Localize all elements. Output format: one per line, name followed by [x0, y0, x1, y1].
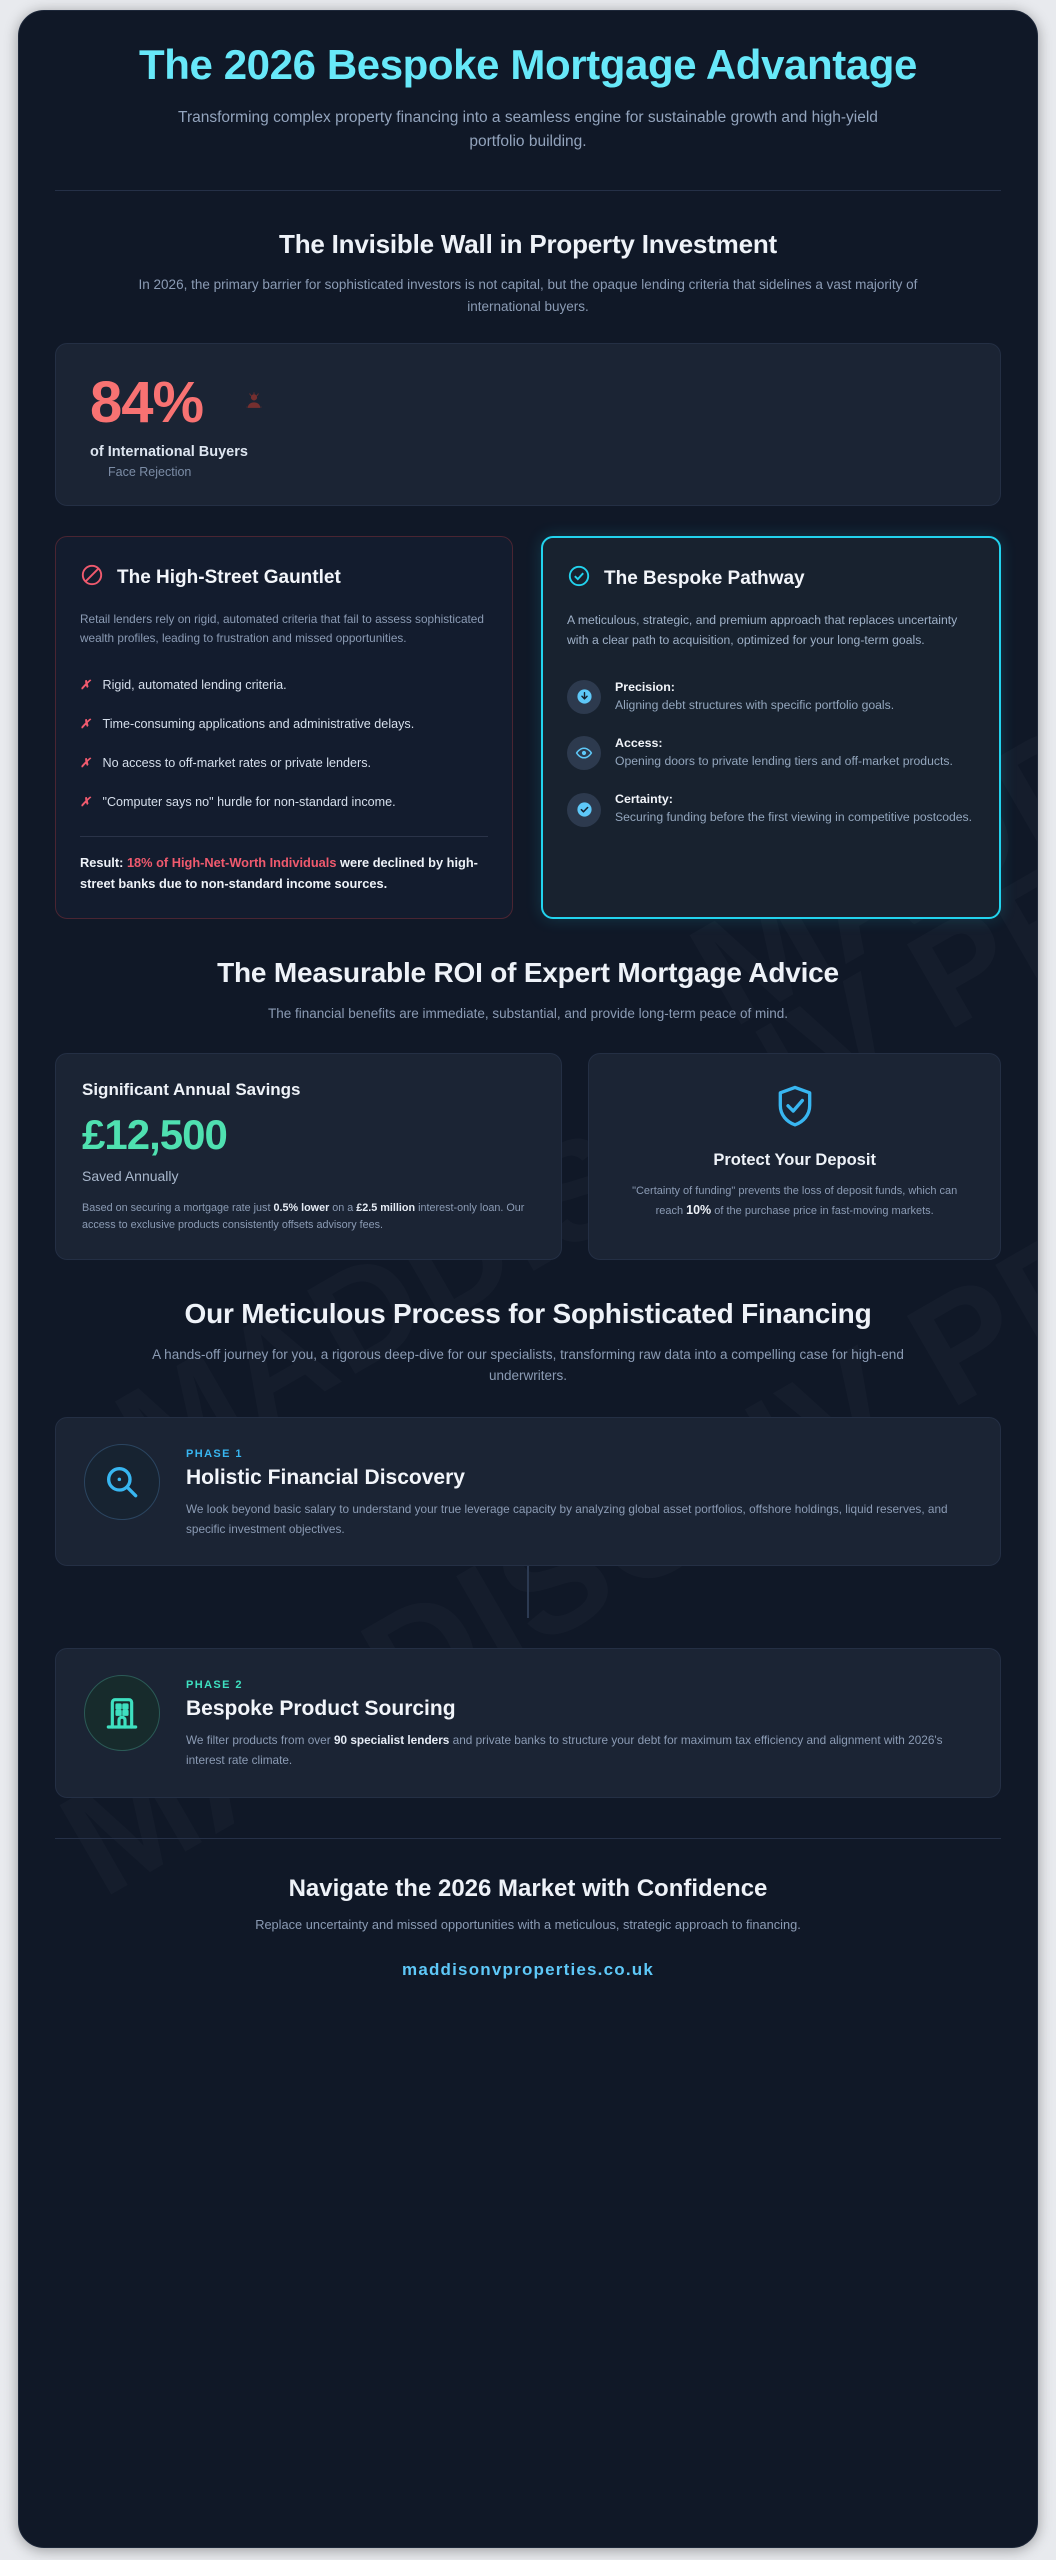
bespoke-pathway-card [541, 536, 1001, 919]
list-item-text [615, 736, 953, 770]
problem-subheading: In 2026, the primary barrier for sophisticated investors is not capital, but the opaque lending criteria that sidelines a vast majority of international buyers. [138, 277, 918, 314]
list-item [567, 781, 975, 837]
fineprint-bold-1: 0.5% lower [273, 1202, 330, 1215]
result-suffix: were declined by high-street banks due to non-standard income sources. [80, 855, 478, 891]
deposit-text-bold: 10% [686, 1203, 712, 1218]
stat-label: of International Buyers [90, 444, 248, 461]
phase-tag: PHASE 1 [186, 1447, 243, 1460]
phase-text: We look beyond basic salary to understand your true leverage capacity by analyzing global asset portfolios, offshore holdings, liquid reserves, and specific investment objectives. [186, 1501, 948, 1536]
list-item-text [615, 680, 894, 714]
list-item [80, 666, 488, 705]
page-subtitle: Transforming complex property financing into a seamless engine for sustainable growth and high-yield portfolio building. [178, 109, 878, 151]
check-circle-icon [567, 564, 591, 593]
stat-sublabel: Face Rejection [108, 465, 192, 480]
card-divider [80, 836, 488, 837]
list-item [80, 744, 488, 783]
list-item-title: Precision: [615, 679, 675, 694]
building-icon [84, 1675, 160, 1751]
shield-check-icon [774, 1117, 816, 1134]
result-highlight: 18% of High-Net-Worth Individuals [126, 855, 337, 871]
cross-icon: ✗ [80, 756, 91, 771]
roi-grid [55, 1053, 1001, 1260]
process-section [55, 1260, 1001, 1387]
phase-card-1 [55, 1417, 1001, 1567]
footer-subheading: Replace uncertainty and missed opportunities with a meticulous, strategic approach to financing. [255, 1917, 801, 1933]
list-item-label: No access to off-market rates or private lenders. [102, 756, 372, 771]
list-item [80, 783, 488, 822]
phase-text-part-2: and private banks to structure your debt for maximum tax efficiency and alignment with 2026's interest rate climate. [186, 1733, 943, 1768]
list-item-label: Rigid, automated lending criteria. [102, 678, 287, 693]
roi-section [55, 919, 1001, 1025]
arrow-down-circle-icon [567, 680, 601, 714]
phase-tag: PHASE 2 [186, 1679, 243, 1692]
list-item-title: Access: [615, 736, 663, 751]
infographic-page [18, 10, 1038, 2548]
phase-text [186, 1731, 972, 1771]
bespoke-title: The Bespoke Pathway [604, 567, 805, 589]
list-item-label: Aligning debt structures with specific portfolio goals. [615, 697, 895, 712]
savings-caption: Saved Annually [82, 1168, 179, 1185]
problem-section [55, 191, 1001, 317]
result-statement [80, 853, 488, 894]
deposit-text-part-1: "Certainty of funding" prevents the loss of deposit funds, which can reach [632, 1185, 958, 1218]
roi-subheading: The financial benefits are immediate, substantial, and provide long-term peace of mind. [267, 1006, 789, 1022]
phase-text-bold: 90 specialist lenders [333, 1733, 450, 1748]
stat-value: 84% [90, 370, 204, 436]
phase-title: Holistic Financial Discovery [186, 1465, 465, 1489]
phase-title: Bespoke Product Sourcing [186, 1697, 456, 1721]
list-item-label: Time-consuming applications and administrative delays. [102, 717, 415, 732]
phase-connector [527, 1566, 529, 1618]
list-item-title: Certainty: [615, 792, 673, 807]
deposit-text-part-2: of the purchase price in fast-moving markets. [711, 1205, 934, 1218]
deposit-title: Protect Your Deposit [713, 1151, 876, 1170]
eye-icon [567, 736, 601, 770]
fineprint-part-2: on a [329, 1202, 357, 1215]
list-item-label: Securing funding before the first viewing in competitive postcodes. [615, 810, 973, 825]
footer-heading: Navigate the 2026 Market with Confidence [288, 1875, 768, 1903]
cross-icon: ✗ [80, 678, 91, 693]
high-street-body: Retail lenders rely on rigid, automated criteria that fail to assess sophisticated wealth profiles, leading to frustration and missed opportunities. [80, 612, 484, 646]
bespoke-list [567, 669, 975, 838]
roi-heading: The Measurable ROI of Expert Mortgage Advice [217, 957, 839, 989]
process-heading: Our Meticulous Process for Sophisticated Financing [184, 1297, 872, 1329]
fineprint-part-3: interest-only loan. Our access to exclusive products consistently offsets advisory fees. [82, 1202, 525, 1232]
phase-card-2 [55, 1648, 1001, 1798]
stat-card [55, 343, 1001, 506]
comparison-grid [55, 536, 1001, 919]
problem-heading: The Invisible Wall in Property Investment [279, 229, 777, 260]
savings-amount: £12,500 [82, 1111, 227, 1159]
list-item-text [615, 792, 972, 826]
fineprint-part-1: Based on securing a mortgage rate just [82, 1202, 274, 1215]
deposit-card [588, 1053, 1001, 1260]
deposit-text [613, 1182, 976, 1221]
user-icon [243, 390, 265, 417]
footer-section [55, 1839, 1001, 1980]
list-item-label: "Computer says no" hurdle for non-standard income. [102, 795, 396, 810]
cross-icon: ✗ [80, 717, 91, 732]
savings-fineprint [82, 1200, 535, 1235]
list-item-label: Opening doors to private lending tiers and off-market products. [615, 754, 953, 769]
hero-section [55, 11, 1001, 154]
phase-text-part-1: We filter products from over [186, 1733, 334, 1748]
magnifier-icon [84, 1444, 160, 1520]
savings-card [55, 1053, 562, 1260]
prohibited-icon [80, 563, 104, 592]
check-badge-icon [567, 793, 601, 827]
high-street-title: The High-Street Gauntlet [117, 566, 341, 588]
website-link[interactable]: maddisonvproperties.co.uk [402, 1960, 654, 1980]
page-title: The 2026 Bespoke Mortgage Advantage [138, 41, 917, 88]
bespoke-body: A meticulous, strategic, and premium approach that replaces uncertainty with a clear path to acquisition, optimized for your long-term goals. [567, 613, 958, 648]
result-prefix: Result: [80, 855, 127, 871]
cross-icon: ✗ [80, 795, 91, 810]
fineprint-bold-2: £2.5 million [356, 1202, 416, 1215]
high-street-card [55, 536, 513, 919]
list-item [567, 669, 975, 725]
process-subheading: A hands-off journey for you, a rigorous deep-dive for our specialists, transforming raw data into a compelling case for high-end underwriters. [152, 1346, 904, 1384]
list-item [80, 705, 488, 744]
savings-title: Significant Annual Savings [82, 1080, 301, 1100]
list-item [567, 725, 975, 781]
high-street-list [80, 666, 488, 822]
